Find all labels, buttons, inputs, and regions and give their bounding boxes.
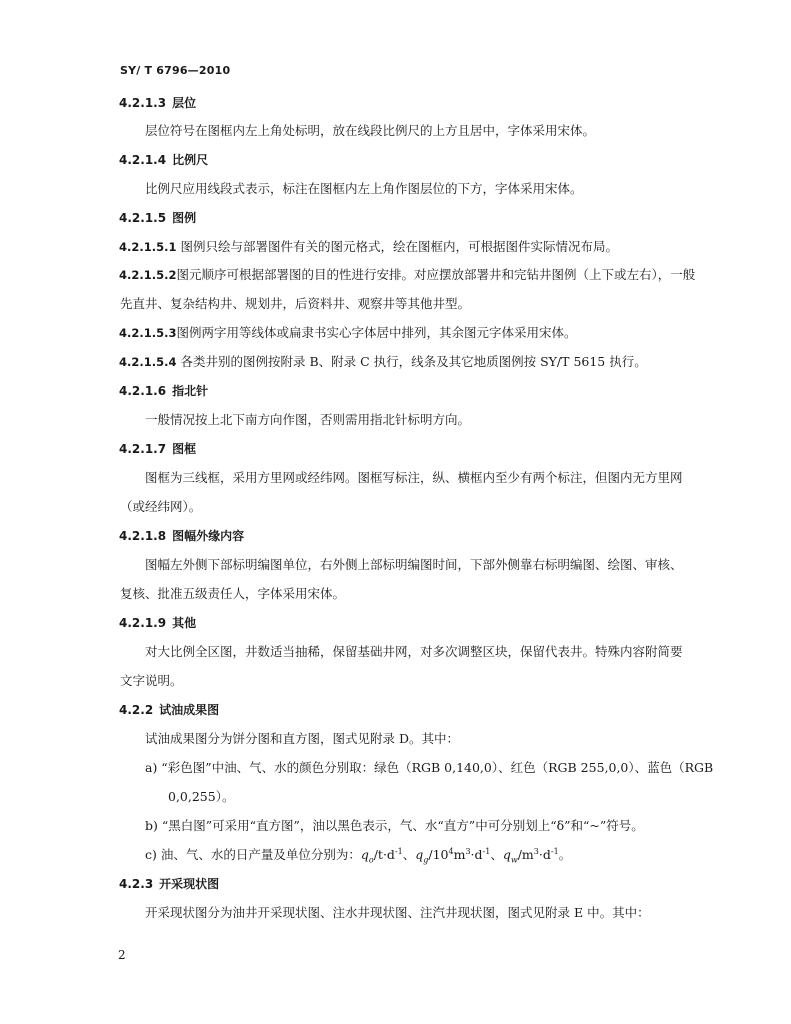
clause-number: 4.2.1.5.1 — [119, 240, 177, 254]
heading-4-2-1-7 — [119, 440, 196, 458]
clause-text: 图例只绘与部署图件有关的图元格式，绘在图框内，可根据图件实际情况布局。 — [180, 239, 618, 254]
gas-unit: m — [453, 847, 466, 862]
sentence-end: 。 — [558, 847, 572, 862]
separator: 、 — [402, 847, 416, 862]
heading-4-2-1-3 — [119, 94, 196, 112]
section-number: 4.2.2 — [119, 703, 154, 717]
section-title: 其他 — [172, 616, 197, 630]
clause-text: 图元顺序可根据部署图的目的性进行安排。对应摆放部署井和完钻井图例（上下或左右），一般 — [176, 267, 696, 282]
list-item-b: b) “黑白图”可采用“直方图”，油以黑色表示，气、水“直方”中可分别划上“δ”和“~”符号。 — [145, 818, 644, 833]
section-number: 4.2.1.4 — [119, 153, 167, 167]
clause-4-2-1-5-2 — [119, 266, 695, 284]
clause-text: 图例两字用等线体或扁隶书实心字体居中排列，其余图元字体采用宋体。 — [176, 325, 577, 340]
water-unit: /m — [517, 847, 534, 862]
clause-number: 4.2.1.5.3 — [119, 326, 177, 340]
gas-subscript: g — [423, 855, 429, 865]
paragraph: 一般情况按上北下南方向作图，否则需用指北针标明方向。 — [145, 412, 471, 427]
section-number: 4.2.1.8 — [119, 529, 167, 543]
section-number: 4.2.1.6 — [119, 384, 167, 398]
section-number: 4.2.3 — [119, 877, 154, 891]
section-title: 指北针 — [172, 384, 209, 398]
oil-rate-symbol: q — [360, 847, 369, 862]
clause-continuation: 先直井、复杂结构井、规划井，后资料井、观察井等其他井型。 — [120, 296, 471, 311]
paragraph-continuation: 文字说明。 — [120, 673, 183, 688]
section-title: 试油成果图 — [159, 703, 220, 717]
section-number: 4.2.1.5 — [119, 211, 167, 225]
separator: 、 — [490, 847, 503, 862]
superscript: 4 — [448, 846, 454, 856]
paragraph: 比例尺应用线段式表示，标注在图框内左上角作图层位的下方，字体采用宋体。 — [145, 181, 583, 196]
page-number: 2 — [118, 948, 126, 962]
paragraph: 开采现状图分为油井开采现状图、注水井现状图、注汽井现状图，图式见附录 E 中。其中： — [145, 905, 650, 920]
superscript: -1 — [550, 846, 559, 856]
section-title: 层位 — [172, 96, 197, 110]
oil-unit: /t·d — [373, 847, 395, 862]
superscript: -1 — [482, 846, 491, 856]
standard-code-header: SY/ T 6796—2010 — [120, 64, 231, 77]
list-item-a: a) “彩色图”中油、气、水的颜色分别取：绿色（RGB 0,140,0）、红色（RGB 255,0,0）、蓝色（RGB — [145, 760, 714, 775]
paragraph-continuation: （或经纬网）。 — [120, 499, 202, 514]
water-subscript: w — [510, 855, 518, 865]
paragraph: 图框为三线框，采用方里网或经纬网。图框写标注，纵、横框内至少有两个标注，但图内无方里网 — [145, 470, 683, 485]
heading-4-2-2 — [119, 701, 219, 719]
oil-subscript: o — [368, 855, 374, 865]
section-number: 4.2.1.3 — [119, 96, 167, 110]
clause-4-2-1-5-4 — [119, 353, 647, 371]
section-title: 图框 — [172, 442, 197, 456]
section-number: 4.2.1.7 — [119, 442, 167, 456]
water-unit: ·d — [538, 847, 551, 862]
paragraph: 对大比例全区图，井数适当抽稀，保留基础井网，对多次调整区块，保留代表井。特殊内容附简要 — [145, 644, 683, 659]
gas-rate-symbol: q — [415, 847, 424, 862]
gas-unit: /10 — [428, 847, 449, 862]
clause-number: 4.2.1.5.4 — [119, 355, 177, 369]
superscript: 3 — [533, 846, 539, 856]
paragraph: 试油成果图分为饼分图和直方图，图式见附录 D。其中： — [145, 731, 459, 746]
clause-text: 各类井别的图例按附录 B、附录 C 执行，线条及其它地质图例按 SY/T 5615 执行。 — [180, 354, 647, 369]
heading-4-2-1-8 — [119, 527, 244, 545]
paragraph: 层位符号在图框内左上角处标明，放在线段比例尺的上方且居中，字体采用宋体。 — [145, 123, 596, 138]
section-title: 比例尺 — [172, 153, 209, 167]
list-item-c-text: c) 油、气、水的日产量及单位分别为： — [145, 847, 361, 862]
section-title: 图例 — [172, 211, 197, 225]
heading-4-2-3 — [119, 875, 219, 893]
clause-number: 4.2.1.5.2 — [119, 268, 177, 282]
clause-4-2-1-5-3 — [119, 324, 577, 342]
clause-4-2-1-5-1 — [119, 238, 618, 256]
section-title: 开采现状图 — [159, 877, 220, 891]
heading-4-2-1-5 — [119, 209, 196, 227]
section-number: 4.2.1.9 — [119, 616, 167, 630]
superscript: -1 — [394, 846, 403, 856]
paragraph-continuation: 复核、批准五级责任人，字体采用宋体。 — [120, 586, 346, 601]
heading-4-2-1-4 — [119, 151, 208, 169]
list-item-a-continuation: 0,0,255）。 — [168, 789, 235, 804]
gas-unit: ·d — [470, 847, 483, 862]
list-item-c — [145, 846, 571, 864]
heading-4-2-1-9 — [119, 614, 196, 632]
heading-4-2-1-6 — [119, 382, 208, 400]
superscript: 3 — [465, 846, 471, 856]
section-title: 图幅外缘内容 — [172, 529, 245, 543]
water-rate-symbol: q — [502, 847, 511, 862]
paragraph: 图幅左外侧下部标明编图单位，右外侧上部标明编图时间，下部外侧靠右标明编图、绘图、审核、 — [145, 557, 683, 572]
